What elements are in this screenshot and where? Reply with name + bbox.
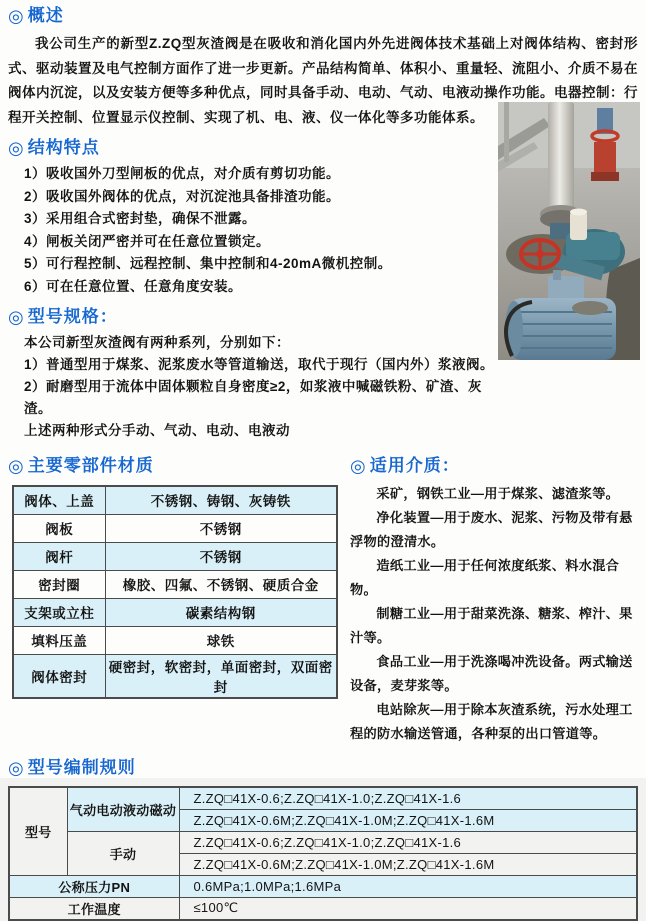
pressure-label: 公称压力PN [9, 875, 179, 897]
model-spec-item: 1）普通型用于煤浆、泥浆废水等管道输送，取代于现行（国内外）浆液阀。 [24, 357, 495, 372]
ring-bullet-icon: ◎ [8, 758, 25, 778]
model-codes: Z.ZQ□41X-0.6;Z.ZQ□41X-1.0;Z.ZQ□41X-1.6 [179, 787, 637, 809]
material-value: 不锈钢、铸钢、灰铸铁 [105, 486, 337, 514]
section-title-overview [8, 4, 638, 28]
material-value: 不锈钢 [105, 514, 337, 542]
table-row [13, 598, 337, 626]
feature-item: 6）可在任意位置、任意角度安装。 [24, 278, 243, 294]
table-row [13, 570, 337, 598]
section-title-model-rules [8, 756, 638, 780]
table-row [9, 831, 637, 853]
table-row [13, 626, 337, 654]
material-value: 不锈钢 [105, 542, 337, 570]
temperature-value: ≤100℃ [179, 897, 637, 920]
media-paragraph: 净化装置—用于废水、泥浆、污物及带有悬浮物的澄清水。 [350, 510, 633, 549]
model-rules-section [8, 756, 638, 921]
ring-bullet-icon: ◎ [8, 456, 25, 476]
material-part-label: 阀体、上盖 [13, 486, 105, 514]
table-row [9, 897, 637, 920]
model-rules-title-text: 型号编制规则 [27, 758, 136, 777]
model-codes: Z.ZQ□41X-0.6M;Z.ZQ□41X-1.0M;Z.ZQ□41X-1.6M [179, 809, 637, 831]
ring-bullet-icon: ◎ [8, 307, 25, 327]
media-column [350, 454, 638, 746]
table-row [13, 514, 337, 542]
feature-item: 5）可行程控制、远程控制、集中控制和4-20mA微机控制。 [24, 256, 392, 271]
table-row [13, 542, 337, 570]
feature-item: 2）吸收国外阀体的优点，对沉淀池具备排渣功能。 [24, 188, 341, 204]
material-value: 球铁 [105, 626, 337, 654]
drive-group-label: 手动 [67, 831, 179, 875]
overview-paragraph: 我公司生产的新型Z.ZQ型灰渣阀是在吸收和消化国内外先进阀体技术基础上对阀体结构、密封形式、驱动装置及电气控制方面作了进一步更新。产品结构简单、体积小、重量轻、流阻小、介质不易在阀体内沉淀，以及安装方便等多种优点，同时具备手动、电动、气动、电液动操作功能。电器控制：行程开关控制、位置显示仪控制、实现了机、电、液、仪一体化等多功能体系。 [8, 36, 638, 125]
model-codes: Z.ZQ□41X-0.6;Z.ZQ□41X-1.0;Z.ZQ□41X-1.6 [179, 831, 637, 853]
feature-item: 3）采用组合式密封垫，确保不泄露。 [24, 211, 257, 226]
media-paragraph: 造纸工业—用于任何浓度纸浆、料水混合物。 [350, 558, 620, 597]
table-row [13, 486, 337, 514]
overview-title-text: 概述 [27, 6, 64, 25]
materials-table [12, 485, 338, 699]
media-paragraph: 电站除灰—用于除本灰渣系统，污水处理工程的防水输送管通，各种泵的出口管道等。 [350, 702, 633, 741]
material-value: 硬密封，软密封，单面密封，双面密封 [105, 654, 337, 698]
table-row [13, 654, 337, 698]
ring-bullet-icon: ◎ [350, 456, 367, 476]
material-part-label: 阀杆 [13, 542, 105, 570]
model-spec-footer: 上述两种形式分手动、气动、电动、电液动 [24, 423, 290, 438]
material-value: 碳素结构钢 [105, 598, 337, 626]
two-column-zone [8, 454, 638, 746]
media-title-text: 适用介质： [369, 456, 460, 475]
material-part-label: 密封圈 [13, 570, 105, 598]
media-paragraph: 食品工业—用于洗涤喝冲洗设备。两式输送设备，麦芽浆等。 [350, 654, 633, 693]
section-title-media [350, 454, 638, 478]
media-paragraph: 采矿，钢铁工业—用于煤浆、滤渣浆等。 [376, 486, 620, 501]
materials-column [8, 454, 338, 699]
materials-title-text: 主要零部件材质 [27, 456, 154, 475]
temperature-label: 工作温度 [9, 897, 179, 920]
features-title-text: 结构特点 [27, 138, 100, 157]
material-part-label: 填料压盖 [13, 626, 105, 654]
material-part-label: 阀体密封 [13, 654, 105, 698]
pressure-value: 0.6MPa;1.0MPa;1.6MPa [179, 875, 637, 897]
equipment-photo-illustration [498, 102, 640, 360]
model-rules-table [8, 786, 638, 921]
material-value: 橡胶、四氟、不锈钢、硬质合金 [105, 570, 337, 598]
table-row [9, 787, 637, 809]
table-row [9, 875, 637, 897]
model-spec-intro: 本公司新型灰渣阀有两种系列，分别如下： [24, 335, 290, 350]
model-spec-title-text: 型号规格： [27, 307, 118, 326]
feature-item: 4）闸板关闭严密并可在任意位置锁定。 [24, 233, 271, 249]
model-spec-block [8, 332, 500, 442]
model-spec-item: 2）耐磨型用于流体中固体颗粒自身密度≥2，如浆液中喊磁铁粉、矿渣、灰渣。 [24, 379, 482, 416]
ring-bullet-icon: ◎ [8, 6, 25, 26]
red-handwheel [521, 240, 559, 268]
media-paragraph: 制糖工业—用于甜菜洗涤、糖浆、榨汁、果汁等。 [350, 606, 633, 645]
model-codes: Z.ZQ□41X-0.6M;Z.ZQ□41X-1.0M;Z.ZQ□41X-1.6M [179, 853, 637, 875]
material-part-label: 支架或立柱 [13, 598, 105, 626]
ring-bullet-icon: ◎ [8, 138, 25, 158]
material-part-label: 阀板 [13, 514, 105, 542]
feature-item: 1）吸收国外刀型闸板的优点，对介质有剪切功能。 [24, 166, 341, 181]
product-installation-photo [498, 102, 640, 360]
drive-group-label: 气动电动液动磁动 [67, 787, 179, 831]
media-paragraphs [350, 482, 638, 746]
section-title-materials [8, 454, 338, 478]
model-row-header: 型号 [9, 787, 67, 875]
